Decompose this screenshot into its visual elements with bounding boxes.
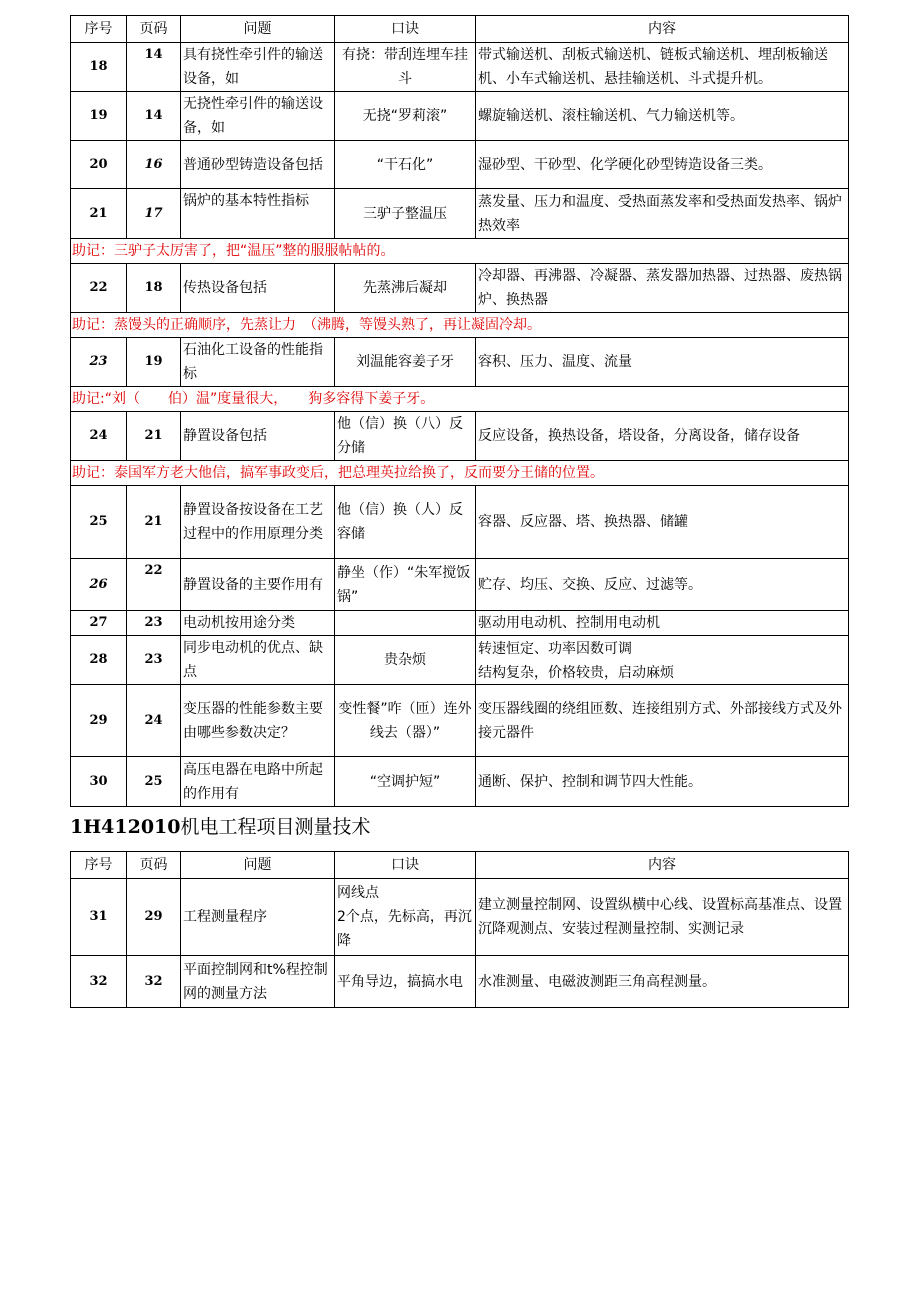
row-content-line: 结构复杂，价格较贵，启动麻烦 [478,664,674,681]
row-question: 电动机按用途分类 [181,611,335,636]
row-page: 24 [127,685,181,757]
table-row [71,685,849,757]
row-content: 冷却器、再沸器、冷凝器、蒸发器加热器、过热器、废热锅炉、换热器 [476,264,849,313]
row-page: 23 [127,636,181,685]
header-question: 问题 [181,852,335,879]
row-content: 螺旋输送机、滚柱输送机、气力输送机等。 [476,92,849,141]
table-row [71,486,849,559]
row-mnemonic: 静坐（作）“朱军搅饭锅” [335,559,476,611]
row-mnemonic: 有挠：带刮连埋车挂斗 [335,43,476,92]
section-title: 机电工程项目测量技术 [180,816,371,838]
memo-row [71,387,849,412]
header-question: 问题 [181,16,335,43]
memo-text: 助记：三驴子太厉害了，把“温压”整的服服帖帖的。 [71,239,849,264]
row-question: 同步电动机的优点、缺点 [181,636,335,685]
row-mnemonic [335,879,476,956]
table-row [71,43,849,92]
row-question: 静置设备按设备在工艺过程中的作用原理分类 [181,486,335,559]
row-index: 28 [71,636,127,685]
row-mnemonic: 贵杂烦 [335,636,476,685]
row-mnemonic: 变性餐”咋（匝）连外线去（器）” [335,685,476,757]
row-mnemonic-line: 2个点，先标高，再沉降 [337,909,472,949]
row-content: 变压器线圈的绕组匝数、连接组别方式、外部接线方式及外接元器件 [476,685,849,757]
row-question: 平面控制网和t%程控制网的测量方法 [181,956,335,1008]
table-row [71,338,849,387]
row-mnemonic: 他（信）换（人）反容储 [335,486,476,559]
row-question: 无挠性牵引件的输送设备，如 [181,92,335,141]
row-content: 水准测量、电磁波测距三角高程测量。 [476,956,849,1008]
table-row [71,956,849,1008]
table-row [71,636,849,685]
section-heading [70,812,371,839]
row-index: 26 [71,559,127,611]
row-question: 变压器的性能参数主要由哪些参数决定？ [181,685,335,757]
row-mnemonic: “干石化” [335,141,476,189]
row-content: 反应设备，换热设备，塔设备，分离设备，储存设备 [476,412,849,461]
row-page: 21 [127,486,181,559]
row-content: 蒸发量、压力和温度、受热面蒸发率和受热面发热率、锅炉热效率 [476,189,849,239]
row-index: 23 [71,338,127,387]
row-mnemonic [335,611,476,636]
row-content: 驱动用电动机、控制用电动机 [476,611,849,636]
table-row [71,559,849,611]
row-page: 14 [127,43,181,92]
row-mnemonic: “空调护短” [335,757,476,807]
row-page: 16 [127,141,181,189]
row-page: 29 [127,879,181,956]
row-index: 29 [71,685,127,757]
memo-text: 助记：蒸馒头的正确顺序，先蒸让力 （沸腾，等馒头熟了，再让凝固冷却。 [71,313,849,338]
row-question: 锅炉的基本特性指标 [181,189,335,239]
table-row [71,92,849,141]
row-content: 通断、保护、控制和调节四大性能。 [476,757,849,807]
row-index: 18 [71,43,127,92]
header-content: 内容 [476,852,849,879]
row-question: 高压电器在电路中所起的作用有 [181,757,335,807]
table-header-row [71,852,849,879]
table-row [71,141,849,189]
memo-row [71,461,849,486]
row-page: 18 [127,264,181,313]
table-row [71,879,849,956]
table-row [71,757,849,807]
row-page: 25 [127,757,181,807]
row-index: 24 [71,412,127,461]
row-content: 带式输送机、刮板式输送机、链板式输送机、埋刮板输送机、小车式输送机、悬挂输送机、斗式提升机。 [476,43,849,92]
section-code: 1H412010 [70,816,181,838]
header-content: 内容 [476,16,849,43]
row-index: 19 [71,92,127,141]
memo-row [71,239,849,264]
table-row [71,412,849,461]
row-index: 20 [71,141,127,189]
row-content-line: 转速恒定、功率因数可调 [478,640,632,657]
row-page: 14 [127,92,181,141]
row-mnemonic: 先蒸沸后凝却 [335,264,476,313]
table-row [71,611,849,636]
row-page: 21 [127,412,181,461]
header-mnemonic: 口诀 [335,852,476,879]
row-index: 27 [71,611,127,636]
header-page: 页码 [127,852,181,879]
row-question: 工程测量程序 [181,879,335,956]
row-content: 湿砂型、干砂型、化学硬化砂型铸造设备三类。 [476,141,849,189]
row-page: 19 [127,338,181,387]
table-header-row [71,16,849,43]
header-mnemonic: 口诀 [335,16,476,43]
table-row [71,189,849,239]
table-row [71,264,849,313]
row-page: 22 [127,559,181,611]
row-question: 传热设备包括 [181,264,335,313]
header-page: 页码 [127,16,181,43]
row-mnemonic: 刘温能容姜子牙 [335,338,476,387]
row-content: 贮存、均压、交换、反应、过滤等。 [476,559,849,611]
row-page: 32 [127,956,181,1008]
row-index: 21 [71,189,127,239]
row-content: 容积、压力、温度、流量 [476,338,849,387]
row-mnemonic-line: 网线点 [337,885,379,901]
row-question: 普通砂型铸造设备包括 [181,141,335,189]
row-index: 25 [71,486,127,559]
row-content: 建立测量控制网、设置纵横中心线、设置标高基准点、设置沉降观测点、安装过程测量控制、实测记录 [476,879,849,956]
memo-text: 助记：泰国军方老大他信，搞军事政变后，把总理英拉给换了，反而要分王储的位置。 [71,461,849,486]
header-index: 序号 [71,852,127,879]
memo-text: 助记:“刘（ 伯）温”度量很大， 狗多容得下姜子牙。 [71,387,849,412]
row-content [476,636,849,685]
row-page: 17 [127,189,181,239]
row-index: 32 [71,956,127,1008]
header-index: 序号 [71,16,127,43]
memo-row [71,313,849,338]
mnemonic-table-2 [70,851,849,1008]
row-content: 容器、反应器、塔、换热器、储罐 [476,486,849,559]
row-mnemonic: 三驴子整温压 [335,189,476,239]
row-question: 石油化工设备的性能指标 [181,338,335,387]
row-question: 静置设备的主要作用有 [181,559,335,611]
row-index: 30 [71,757,127,807]
row-question: 具有挠性牵引件的输送设备，如 [181,43,335,92]
row-index: 31 [71,879,127,956]
row-mnemonic: 平角导边，搞搞水电 [335,956,476,1008]
row-mnemonic: 他（信）换（八）反分储 [335,412,476,461]
mnemonic-table-1 [70,15,849,807]
row-question: 静置设备包括 [181,412,335,461]
row-page: 23 [127,611,181,636]
row-mnemonic: 无挠“罗莉滚” [335,92,476,141]
row-index: 22 [71,264,127,313]
